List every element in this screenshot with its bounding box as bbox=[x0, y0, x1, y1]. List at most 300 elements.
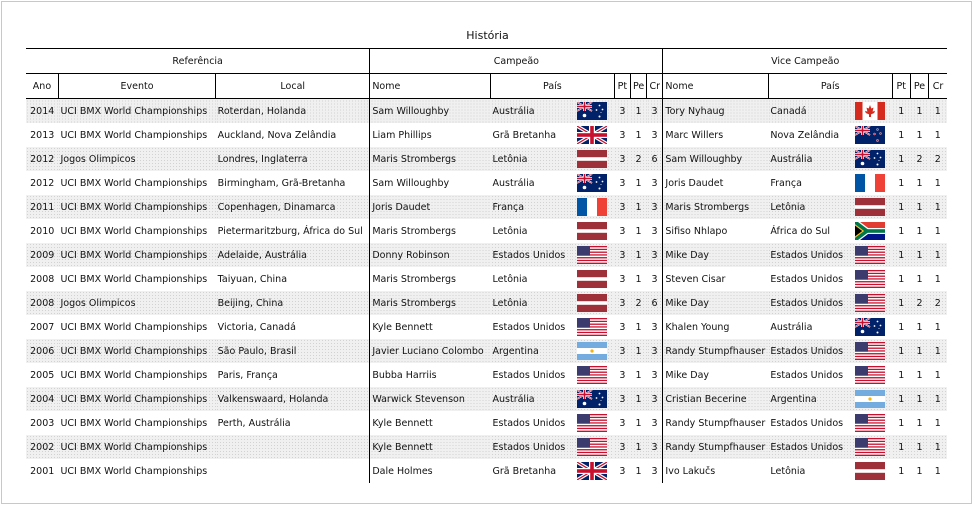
col-header-vice-pt: Pt bbox=[892, 74, 910, 99]
vice-cr-cell: 2 bbox=[929, 291, 947, 315]
vice-flag-cell bbox=[849, 267, 893, 291]
table-row bbox=[26, 435, 947, 459]
vice-pe-cell: 2 bbox=[910, 147, 928, 171]
table-row bbox=[26, 411, 947, 435]
champion-name-cell: Donny Robinson bbox=[370, 243, 491, 267]
argentina-flag-icon bbox=[577, 346, 607, 357]
year-cell: 2010 bbox=[30, 225, 55, 237]
vice-name-cell: Maris Strombergs bbox=[663, 195, 768, 219]
vice-name-cell: Cristian Becerine bbox=[663, 387, 768, 411]
vice-pe-cell: 1 bbox=[910, 99, 928, 124]
location-cell: Roterdan, Holanda bbox=[216, 99, 370, 124]
table-row bbox=[26, 123, 947, 147]
vice-pe-cell: 1 bbox=[916, 321, 923, 333]
vice-country-cell: Nova Zelândia bbox=[770, 129, 840, 141]
group-header-campeao: Campeão bbox=[370, 49, 663, 74]
champion-pe-cell: 1 bbox=[630, 99, 646, 124]
vice-pe-cell: 1 bbox=[916, 129, 923, 141]
champion-cr-cell: 3 bbox=[647, 339, 663, 363]
vice-pe-cell: 1 bbox=[910, 339, 928, 363]
champion-name-cell: Maris Strombergs bbox=[370, 219, 491, 243]
champion-pt-cell: 3 bbox=[619, 369, 626, 381]
event-cell: UCI BMX World Championships bbox=[60, 273, 208, 285]
champion-cr-cell: 6 bbox=[647, 147, 663, 171]
year-cell: 2007 bbox=[30, 321, 55, 333]
event-cell: UCI BMX World Championships bbox=[60, 129, 208, 141]
champion-country-cell: Austrália bbox=[491, 99, 571, 124]
event-cell: UCI BMX World Championships bbox=[60, 177, 208, 189]
champion-pt-cell: 3 bbox=[614, 99, 630, 124]
champion-pt-cell: 3 bbox=[614, 291, 630, 315]
champion-flag-cell bbox=[571, 243, 615, 267]
champion-name-cell: Kyle Bennett bbox=[370, 411, 491, 435]
location-cell: Victoria, Canadá bbox=[217, 321, 296, 333]
event-cell: Jogos Olimpicos bbox=[58, 291, 215, 315]
year-cell: 2005 bbox=[30, 369, 55, 381]
champion-pt-cell: 3 bbox=[619, 129, 626, 141]
year-cell: 2008 bbox=[26, 291, 58, 315]
vice-name-cell: Tory Nyhaug bbox=[663, 99, 768, 124]
vice-pe-cell: 1 bbox=[910, 435, 928, 459]
vice-country-cell: Estados Unidos bbox=[768, 339, 848, 363]
usa-flag-icon bbox=[855, 298, 885, 309]
vice-pe-cell: 1 bbox=[910, 195, 928, 219]
usa-flag-icon bbox=[577, 418, 607, 429]
champion-country-cell: Austrália bbox=[491, 387, 571, 411]
champion-name-cell: Kyle Bennett bbox=[370, 435, 491, 459]
champion-cr-cell: 3 bbox=[651, 129, 658, 141]
year-cell: 2006 bbox=[26, 339, 58, 363]
champion-cr-cell: 3 bbox=[651, 465, 658, 477]
vice-country-cell: Letônia bbox=[770, 465, 806, 477]
australia-flag-icon bbox=[577, 394, 607, 405]
vice-cr-cell: 1 bbox=[934, 417, 941, 429]
champion-country-cell: França bbox=[491, 195, 571, 219]
champion-name-cell: Sam Willoughby bbox=[370, 99, 491, 124]
vice-flag-cell bbox=[849, 195, 893, 219]
table-row bbox=[26, 363, 947, 387]
vice-cr-cell: 1 bbox=[929, 339, 947, 363]
table-row bbox=[26, 291, 947, 315]
col-header-vice-pe: Pe bbox=[910, 74, 928, 99]
champion-pt-cell: 3 bbox=[619, 417, 626, 429]
champion-pe-cell: 2 bbox=[630, 147, 646, 171]
champion-pe-cell: 1 bbox=[635, 465, 642, 477]
champion-pt-cell: 3 bbox=[614, 195, 630, 219]
vice-pe-cell: 1 bbox=[910, 243, 928, 267]
champion-cr-cell: 3 bbox=[651, 225, 658, 237]
champion-name-cell: Bubba Harriis bbox=[370, 363, 491, 387]
table-row bbox=[26, 99, 947, 124]
usa-flag-icon bbox=[577, 370, 607, 381]
vice-country-cell: Estados Unidos bbox=[770, 417, 844, 429]
vice-pt-cell: 1 bbox=[892, 387, 910, 411]
vice-name-cell: Sifiso Nhlapo bbox=[663, 219, 768, 243]
vice-flag-cell bbox=[849, 363, 893, 387]
col-header-ano: Ano bbox=[26, 74, 58, 99]
col-header-campeao-nome: Nome bbox=[370, 74, 491, 99]
champion-pe-cell: 1 bbox=[635, 369, 642, 381]
champion-pe-cell: 1 bbox=[630, 387, 646, 411]
location-cell: Perth, Austrália bbox=[217, 417, 291, 429]
champion-country-cell: Estados Unidos bbox=[491, 243, 571, 267]
vice-cr-cell: 1 bbox=[934, 321, 941, 333]
champion-pe-cell: 1 bbox=[630, 339, 646, 363]
champion-cr-cell: 3 bbox=[647, 387, 663, 411]
champion-pe-cell: 1 bbox=[635, 177, 642, 189]
event-cell: UCI BMX World Championships bbox=[58, 339, 215, 363]
champion-flag-cell bbox=[571, 387, 615, 411]
champion-cr-cell: 3 bbox=[651, 321, 658, 333]
champion-pt-cell: 3 bbox=[614, 435, 630, 459]
year-cell: 2009 bbox=[26, 243, 58, 267]
event-cell: UCI BMX World Championships bbox=[58, 243, 215, 267]
champion-pe-cell: 1 bbox=[635, 225, 642, 237]
champion-pe-cell: 1 bbox=[635, 417, 642, 429]
vice-cr-cell: 1 bbox=[934, 273, 941, 285]
usa-flag-icon bbox=[855, 346, 885, 357]
champion-name-cell: Warwick Stevenson bbox=[370, 387, 491, 411]
year-cell: 2001 bbox=[30, 465, 55, 477]
event-cell: UCI BMX World Championships bbox=[58, 195, 215, 219]
history-table bbox=[26, 48, 947, 483]
year-cell: 2014 bbox=[26, 99, 58, 124]
champion-flag-cell bbox=[571, 267, 615, 291]
champion-pe-cell: 1 bbox=[630, 435, 646, 459]
vice-pe-cell: 1 bbox=[910, 387, 928, 411]
vice-flag-cell bbox=[849, 435, 893, 459]
col-header-local: Local bbox=[216, 74, 370, 99]
year-cell: 2013 bbox=[30, 129, 55, 141]
vice-cr-cell: 1 bbox=[929, 195, 947, 219]
location-cell: Londres, Inglaterra bbox=[216, 147, 370, 171]
vice-cr-cell: 2 bbox=[929, 147, 947, 171]
champion-cr-cell: 3 bbox=[647, 99, 663, 124]
vice-pt-cell: 1 bbox=[892, 195, 910, 219]
group-header-vice-campeao: Vice Campeão bbox=[663, 49, 947, 74]
south-africa-flag-icon bbox=[855, 226, 885, 237]
champion-pe-cell: 1 bbox=[630, 243, 646, 267]
vice-name-cell: Marc Willers bbox=[663, 123, 768, 147]
vice-country-cell: Estados Unidos bbox=[770, 273, 844, 285]
col-header-campeao-pais: País bbox=[491, 74, 615, 99]
champion-country-cell: Letônia bbox=[491, 147, 571, 171]
year-cell: 2011 bbox=[26, 195, 58, 219]
champion-name-cell: Kyle Bennett bbox=[370, 315, 491, 339]
vice-pe-cell: 1 bbox=[916, 177, 923, 189]
vice-flag-cell bbox=[849, 339, 893, 363]
usa-flag-icon bbox=[855, 418, 885, 429]
champion-name-cell: Joris Daudet bbox=[370, 195, 491, 219]
champion-country-cell: Estados Unidos bbox=[491, 435, 571, 459]
champion-country-cell: Argentina bbox=[491, 339, 571, 363]
champion-cr-cell: 3 bbox=[647, 435, 663, 459]
table-row bbox=[26, 387, 947, 411]
vice-pe-cell: 1 bbox=[916, 417, 923, 429]
vice-cr-cell: 1 bbox=[934, 369, 941, 381]
champion-cr-cell: 3 bbox=[647, 195, 663, 219]
champion-cr-cell: 3 bbox=[651, 369, 658, 381]
event-cell: UCI BMX World Championships bbox=[58, 435, 215, 459]
vice-name-cell: Khalen Young bbox=[663, 315, 768, 339]
year-cell: 2012 bbox=[30, 177, 55, 189]
event-cell: UCI BMX World Championships bbox=[60, 225, 208, 237]
table-row bbox=[26, 339, 947, 363]
vice-name-cell: Sam Willoughby bbox=[663, 147, 768, 171]
table-row bbox=[26, 219, 947, 243]
canada-flag-icon bbox=[855, 106, 885, 117]
latvia-flag-icon bbox=[577, 298, 607, 309]
location-cell: Paris, França bbox=[217, 369, 278, 381]
vice-pe-cell: 1 bbox=[916, 369, 923, 381]
vice-pt-cell: 1 bbox=[898, 321, 905, 333]
group-header-referencia: Referência bbox=[26, 49, 370, 74]
champion-flag-cell bbox=[571, 315, 615, 339]
champion-flag-cell bbox=[571, 411, 615, 435]
vice-flag-cell bbox=[849, 123, 893, 147]
champion-flag-cell bbox=[571, 363, 615, 387]
location-cell: Beijing, China bbox=[216, 291, 370, 315]
vice-pt-cell: 1 bbox=[892, 435, 910, 459]
event-cell: UCI BMX World Championships bbox=[60, 465, 208, 477]
champion-pt-cell: 3 bbox=[614, 243, 630, 267]
champion-flag-cell bbox=[571, 435, 615, 459]
champion-country-cell: Letônia bbox=[491, 291, 571, 315]
table-row bbox=[26, 171, 947, 195]
france-flag-icon bbox=[855, 178, 885, 189]
champion-pe-cell: 1 bbox=[630, 195, 646, 219]
latvia-flag-icon bbox=[855, 202, 885, 213]
vice-pt-cell: 1 bbox=[892, 339, 910, 363]
vice-cr-cell: 1 bbox=[934, 129, 941, 141]
latvia-flag-icon bbox=[577, 274, 607, 285]
event-cell: Jogos Olimpicos bbox=[58, 147, 215, 171]
champion-flag-cell bbox=[571, 99, 615, 124]
year-cell: 2003 bbox=[30, 417, 55, 429]
champion-flag-cell bbox=[571, 171, 615, 195]
col-header-campeao-cr: Cr bbox=[647, 74, 663, 99]
event-cell: UCI BMX World Championships bbox=[60, 369, 208, 381]
champion-pe-cell: 1 bbox=[635, 129, 642, 141]
table-row bbox=[26, 459, 947, 483]
table-row bbox=[26, 195, 947, 219]
event-cell: UCI BMX World Championships bbox=[58, 99, 215, 124]
history-rows bbox=[26, 99, 947, 484]
col-header-campeao-pt: Pt bbox=[614, 74, 630, 99]
vice-name-cell: Steven Cisar bbox=[663, 267, 768, 291]
vice-pt-cell: 1 bbox=[892, 243, 910, 267]
vice-country-cell: Estados Unidos bbox=[770, 369, 844, 381]
vice-flag-cell bbox=[849, 171, 893, 195]
vice-flag-cell bbox=[849, 315, 893, 339]
vice-pt-cell: 1 bbox=[892, 147, 910, 171]
latvia-flag-icon bbox=[577, 226, 607, 237]
vice-cr-cell: 1 bbox=[929, 243, 947, 267]
vice-pt-cell: 1 bbox=[892, 291, 910, 315]
event-cell: UCI BMX World Championships bbox=[58, 387, 215, 411]
vice-country-cell: França bbox=[770, 177, 802, 189]
vice-pt-cell: 1 bbox=[898, 177, 905, 189]
uk-flag-icon bbox=[577, 130, 607, 141]
location-cell: Copenhagen, Dinamarca bbox=[216, 195, 370, 219]
vice-flag-cell bbox=[849, 387, 893, 411]
champion-flag-cell bbox=[571, 459, 615, 483]
vice-pt-cell: 1 bbox=[898, 417, 905, 429]
vice-flag-cell bbox=[849, 219, 893, 243]
champion-cr-cell: 3 bbox=[651, 273, 658, 285]
location-cell: Taiyuan, China bbox=[217, 273, 288, 285]
champion-country-cell: Austrália bbox=[492, 177, 535, 189]
champion-name-cell: Maris Strombergs bbox=[370, 267, 491, 291]
champion-name-cell: Liam Phillips bbox=[370, 123, 491, 147]
champion-cr-cell: 6 bbox=[647, 291, 663, 315]
champion-pt-cell: 3 bbox=[619, 321, 626, 333]
vice-country-cell: Estados Unidos bbox=[768, 435, 848, 459]
champion-pt-cell: 3 bbox=[614, 147, 630, 171]
champion-name-cell: Dale Holmes bbox=[370, 459, 491, 483]
location-cell: Birmingham, Grã-Bretanha bbox=[217, 177, 346, 189]
event-cell: UCI BMX World Championships bbox=[60, 417, 208, 429]
col-header-vice-nome: Nome bbox=[663, 74, 768, 99]
vice-cr-cell: 1 bbox=[934, 225, 941, 237]
year-cell: 2004 bbox=[26, 387, 58, 411]
vice-pt-cell: 1 bbox=[898, 273, 905, 285]
new-zealand-flag-icon bbox=[855, 130, 885, 141]
vice-pt-cell: 1 bbox=[898, 465, 905, 477]
usa-flag-icon bbox=[577, 442, 607, 453]
table-row bbox=[26, 147, 947, 171]
champion-pe-cell: 1 bbox=[635, 273, 642, 285]
vice-name-cell: Randy Stumpfhauser bbox=[663, 339, 768, 363]
vice-name-cell: Randy Stumpfhauser bbox=[663, 435, 768, 459]
vice-country-cell: Argentina bbox=[768, 387, 848, 411]
vice-pt-cell: 1 bbox=[898, 129, 905, 141]
year-cell: 2002 bbox=[26, 435, 58, 459]
champion-flag-cell bbox=[571, 147, 615, 171]
australia-flag-icon bbox=[855, 322, 885, 333]
champion-pe-cell: 2 bbox=[630, 291, 646, 315]
year-cell: 2012 bbox=[26, 147, 58, 171]
vice-flag-cell bbox=[849, 291, 893, 315]
location-cell: Adelaide, Austrália bbox=[216, 243, 370, 267]
vice-pe-cell: 2 bbox=[910, 291, 928, 315]
vice-country-cell: Austrália bbox=[768, 147, 848, 171]
uk-flag-icon bbox=[577, 466, 607, 477]
col-header-campeao-pe: Pe bbox=[630, 74, 646, 99]
champion-name-cell: Maris Strombergs bbox=[370, 147, 491, 171]
vice-country-cell: Letônia bbox=[768, 195, 848, 219]
table-row bbox=[26, 243, 947, 267]
champion-pt-cell: 3 bbox=[619, 465, 626, 477]
table-row bbox=[26, 267, 947, 291]
vice-country-cell: Estados Unidos bbox=[768, 243, 848, 267]
vice-name-cell: Mike Day bbox=[663, 363, 768, 387]
vice-country-cell: África do Sul bbox=[770, 225, 831, 237]
location-cell bbox=[216, 435, 370, 459]
col-header-vice-cr: Cr bbox=[929, 74, 947, 99]
champion-pt-cell: 3 bbox=[619, 225, 626, 237]
location-cell: Pietermaritzburg, África do Sul bbox=[217, 225, 363, 237]
champion-country-cell: Grã Bretanha bbox=[492, 465, 557, 477]
vice-name-cell: Ivo Lakučs bbox=[663, 459, 768, 483]
usa-flag-icon bbox=[855, 274, 885, 285]
champion-pt-cell: 3 bbox=[619, 177, 626, 189]
champion-cr-cell: 3 bbox=[647, 243, 663, 267]
vice-pt-cell: 1 bbox=[898, 369, 905, 381]
usa-flag-icon bbox=[855, 442, 885, 453]
champion-country-cell: Letônia bbox=[492, 225, 528, 237]
vice-cr-cell: 1 bbox=[929, 99, 947, 124]
champion-pt-cell: 3 bbox=[614, 339, 630, 363]
usa-flag-icon bbox=[855, 250, 885, 261]
vice-pt-cell: 1 bbox=[892, 99, 910, 124]
vice-cr-cell: 1 bbox=[934, 177, 941, 189]
vice-flag-cell bbox=[849, 243, 893, 267]
vice-pe-cell: 1 bbox=[916, 225, 923, 237]
location-cell: Valkenswaard, Holanda bbox=[216, 387, 370, 411]
col-header-evento: Evento bbox=[58, 74, 215, 99]
vice-pe-cell: 1 bbox=[916, 273, 923, 285]
usa-flag-icon bbox=[577, 250, 607, 261]
champion-flag-cell bbox=[571, 195, 615, 219]
champion-flag-cell bbox=[571, 291, 615, 315]
vice-name-cell: Mike Day bbox=[663, 243, 768, 267]
usa-flag-icon bbox=[577, 322, 607, 333]
vice-country-cell: Austrália bbox=[770, 321, 813, 333]
vice-name-cell: Joris Daudet bbox=[663, 171, 768, 195]
champion-pt-cell: 3 bbox=[619, 273, 626, 285]
vice-flag-cell bbox=[849, 459, 893, 483]
champion-flag-cell bbox=[571, 123, 615, 147]
latvia-flag-icon bbox=[577, 154, 607, 165]
champion-pt-cell: 3 bbox=[614, 387, 630, 411]
vice-pt-cell: 1 bbox=[898, 225, 905, 237]
vice-country-cell: Canadá bbox=[768, 99, 848, 124]
champion-country-cell: Grã Bretanha bbox=[492, 129, 557, 141]
page-title: História bbox=[466, 29, 509, 42]
location-cell bbox=[216, 459, 370, 483]
champion-pe-cell: 1 bbox=[635, 321, 642, 333]
vice-pe-cell: 1 bbox=[916, 465, 923, 477]
argentina-flag-icon bbox=[855, 394, 885, 405]
vice-name-cell: Randy Stumpfhauser bbox=[663, 411, 768, 435]
champion-country-cell: Estados Unidos bbox=[492, 369, 566, 381]
location-cell: São Paulo, Brasil bbox=[216, 339, 370, 363]
france-flag-icon bbox=[577, 202, 607, 213]
australia-flag-icon bbox=[577, 106, 607, 117]
champion-flag-cell bbox=[571, 339, 615, 363]
champion-country-cell: Estados Unidos bbox=[492, 321, 566, 333]
vice-cr-cell: 1 bbox=[929, 387, 947, 411]
event-cell: UCI BMX World Championships bbox=[60, 321, 208, 333]
champion-country-cell: Letônia bbox=[492, 273, 528, 285]
location-cell: Auckland, Nova Zelândia bbox=[217, 129, 337, 141]
vice-flag-cell bbox=[849, 99, 893, 124]
latvia-flag-icon bbox=[855, 466, 885, 477]
usa-flag-icon bbox=[855, 370, 885, 381]
vice-cr-cell: 1 bbox=[929, 435, 947, 459]
champion-cr-cell: 3 bbox=[651, 177, 658, 189]
vice-country-cell: Estados Unidos bbox=[768, 291, 848, 315]
australia-flag-icon bbox=[577, 178, 607, 189]
vice-flag-cell bbox=[849, 147, 893, 171]
champion-cr-cell: 3 bbox=[651, 417, 658, 429]
champion-flag-cell bbox=[571, 219, 615, 243]
champion-name-cell: Javier Luciano Colombo bbox=[370, 339, 491, 363]
champion-name-cell: Maris Strombergs bbox=[370, 291, 491, 315]
australia-flag-icon bbox=[855, 154, 885, 165]
col-header-vice-pais: País bbox=[768, 74, 892, 99]
